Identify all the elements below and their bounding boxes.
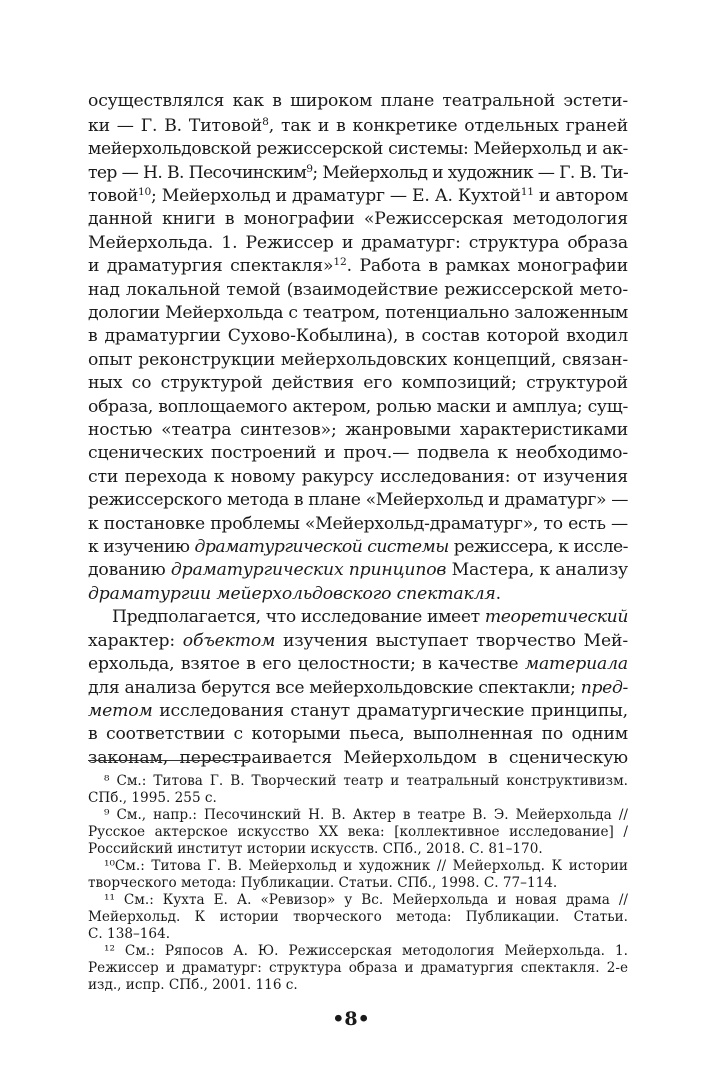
footnote-line xyxy=(104,773,628,790)
italic-term: драматургических принципов xyxy=(170,560,447,580)
text-run: ки — Г. В. Титовой xyxy=(88,116,263,136)
footnote-ref: 12 xyxy=(333,255,347,269)
text-run: над локальной темой (взаимодействие режиссерской мето- xyxy=(88,280,628,300)
italic-term: материала xyxy=(524,654,628,674)
footnote-line xyxy=(104,892,628,909)
text-run: дованию xyxy=(88,560,171,580)
text-run: . Работа в рамках монографии xyxy=(346,256,629,276)
footnote-line xyxy=(88,875,628,892)
text-run: исследования станут драматургические принципы, xyxy=(152,701,628,721)
footnote-ref: 10 xyxy=(138,185,152,199)
text-run: для анализа берутся все мейерхольдовские спектакли; xyxy=(88,678,581,698)
text-run: ных со структурой действия его композиций; структурой xyxy=(88,373,628,393)
text-run: Мейерхольд. К истории творческого метода: Публикации. Статьи. xyxy=(88,909,628,925)
text-run: Русское актерское искусство XX века: [коллективное исследование] / xyxy=(88,824,628,840)
footnote-line xyxy=(104,943,628,960)
text-line xyxy=(88,536,628,559)
text-line xyxy=(88,442,628,465)
text-line xyxy=(88,396,628,419)
text-run: сти перехода к новому ракурсу исследования: от изучения xyxy=(88,467,628,487)
text-run: товой xyxy=(88,186,139,206)
text-line xyxy=(88,723,628,746)
footnote-line xyxy=(88,926,628,943)
text-line xyxy=(88,419,628,442)
footnote-ref: 9 xyxy=(306,162,313,176)
text-line xyxy=(112,606,628,629)
footnote-separator xyxy=(88,760,248,761)
text-run: сценических построений и проч.— подвела к необходимо- xyxy=(88,443,628,463)
text-line xyxy=(88,630,628,653)
text-line xyxy=(88,208,628,231)
footnote-line xyxy=(88,824,628,841)
text-run: режиссерского метода в плане «Мейерхольд и драматург» — xyxy=(88,490,628,510)
text-run: в соответствии с которыми пьеса, выполненная по одним xyxy=(88,724,628,744)
italic-term: пред- xyxy=(580,678,628,698)
text-run: ностью «театра синтезов»; жанровыми характеристиками xyxy=(88,420,628,440)
text-run: Мастера, к анализу xyxy=(446,560,628,580)
text-run: и драматургия спектакля» xyxy=(88,256,334,276)
page-number: •8• xyxy=(332,1008,370,1030)
text-run: законам, перестраивается Мейерхольдом в сценическую xyxy=(88,748,628,768)
footnote-line xyxy=(88,977,628,994)
text-line xyxy=(88,138,628,161)
text-run: ⁹ См., напр.: Песочинский Н. В. Актер в театре В. Э. Мейерхольда // xyxy=(104,807,628,823)
text-run: ерхольда, взятое в его целостности; в качестве xyxy=(88,654,525,674)
text-run: , так и в конкретике отдельных граней xyxy=(268,116,629,136)
text-run: и автором xyxy=(533,186,628,206)
text-line xyxy=(88,653,628,676)
text-run: ¹⁰См.: Титова Г. В. Мейерхольд и художник // Мейерхольд. К истории xyxy=(104,858,628,874)
text-run: в драматургии Сухово-Кобылина), в состав которой входил xyxy=(88,326,628,346)
text-line xyxy=(88,372,628,395)
text-line xyxy=(88,162,628,185)
text-line xyxy=(88,255,628,278)
footnote-ref: 8 xyxy=(262,115,269,129)
text-run: режиссера, к иссле- xyxy=(448,537,628,557)
text-run: ¹¹ См.: Кухта Е. А. «Ревизор» у Вс. Мейерхольда и новая драма // xyxy=(104,892,628,908)
text-run: изд., испр. СПб., 2001. 116 с. xyxy=(88,977,298,993)
text-run: дологии Мейерхольда с театром, потенциально заложенным xyxy=(88,303,628,323)
text-run: к постановке проблемы «Мейерхольд-драматург», то есть — xyxy=(88,514,628,534)
footnote-line xyxy=(104,807,628,824)
text-run: характер: xyxy=(88,631,183,651)
footnote-line xyxy=(88,841,628,858)
text-line xyxy=(88,677,628,700)
text-run: данной книги в монографии «Режиссерская методология xyxy=(88,209,628,229)
text-line xyxy=(88,583,628,606)
text-run: творческого метода: Публикации. Статьи. СПб., 1998. С. 77–114. xyxy=(88,875,558,891)
text-line xyxy=(88,279,628,302)
text-run: Российский институт истории искусств. СПб., 2018. С. 81–170. xyxy=(88,841,543,857)
text-line xyxy=(88,349,628,372)
text-line xyxy=(88,513,628,536)
text-run: Предполагается, что исследование имеет xyxy=(112,607,485,627)
italic-term: метом xyxy=(88,701,153,721)
text-run: опыт реконструкции мейерхольдовских концепций, связан- xyxy=(88,350,628,370)
text-line xyxy=(88,185,628,208)
text-line xyxy=(88,115,628,138)
text-line xyxy=(88,747,628,770)
italic-term: объектом xyxy=(182,631,276,651)
footnote-line xyxy=(88,790,628,807)
text-run: ¹² См.: Ряпосов А. Ю. Режиссерская методология Мейерхольда. 1. xyxy=(104,943,628,959)
italic-term: драматургической системы xyxy=(194,537,449,557)
text-run: С. 138–164. xyxy=(88,926,171,942)
text-line xyxy=(88,325,628,348)
text-run: мейерхольдовской режиссерской системы: Мейерхольд и ак- xyxy=(88,139,628,159)
text-line xyxy=(88,232,628,255)
text-run: к изучению xyxy=(88,537,195,557)
text-line xyxy=(88,466,628,489)
text-line xyxy=(88,489,628,512)
footnote-line xyxy=(88,909,628,926)
text-line xyxy=(88,302,628,325)
text-run: изучения выступает творчество Мей- xyxy=(275,631,628,651)
text-line xyxy=(88,559,628,582)
footnote-line xyxy=(104,858,628,875)
text-run: ⁸ См.: Титова Г. В. Творческий театр и театральный конструктивизм. xyxy=(104,773,628,789)
text-run: . xyxy=(495,584,501,604)
text-line xyxy=(88,700,628,723)
italic-term: драматургии мейерхольдовского спектакля xyxy=(88,584,496,604)
footnote-ref: 11 xyxy=(520,185,534,199)
text-run: осуществлялся как в широком плане театральной эстети- xyxy=(88,91,628,111)
text-run: тер — Н. В. Песочинским xyxy=(88,163,307,183)
text-line xyxy=(88,90,628,113)
italic-term: теоретический xyxy=(484,607,628,627)
footnote-line xyxy=(88,960,628,977)
text-run: образа, воплощаемого актером, ролью маски и амплуа; сущ- xyxy=(88,397,628,417)
text-run: ; Мейерхольд и драматург — Е. А. Кухтой xyxy=(151,186,521,206)
text-run: СПб., 1995. 255 с. xyxy=(88,790,217,806)
text-run: ; Мейерхольд и художник — Г. В. Ти- xyxy=(312,163,628,183)
text-run: Мейерхольда. 1. Режиссер и драматург: структура образа xyxy=(88,233,628,253)
text-run: Режиссер и драматург: структура образа и драматургия спектакля. 2-е xyxy=(88,960,628,976)
